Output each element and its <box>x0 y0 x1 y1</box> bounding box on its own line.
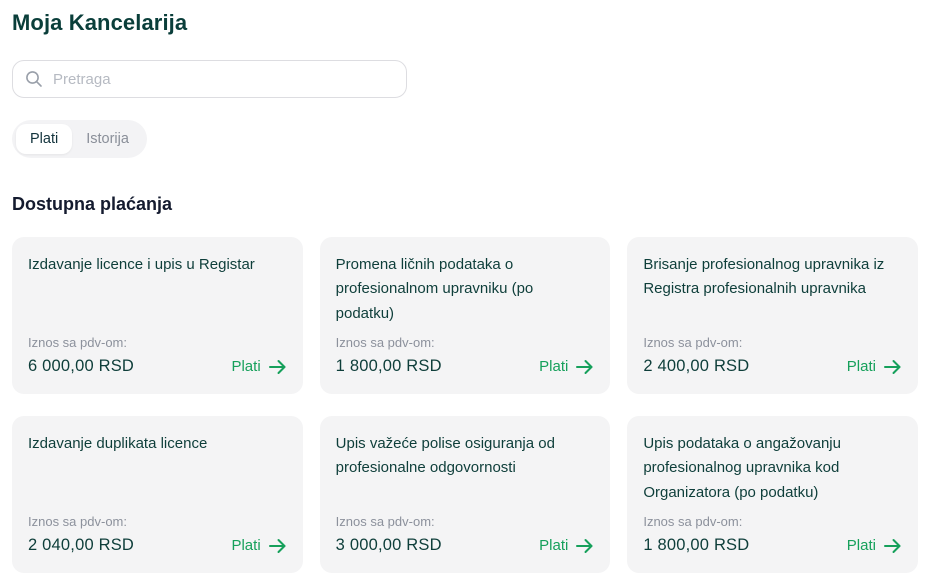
pay-button-label: Plati <box>846 537 876 554</box>
payment-card-footer <box>28 335 287 376</box>
amount-label: Iznos sa pdv-om: <box>643 514 743 529</box>
pay-button[interactable] <box>231 537 286 554</box>
payment-card-title: Upis podataka o angažovanju profesionalnog upravnika kod Organizatora (po podatku) <box>643 435 841 501</box>
section-heading-available-payments: Dostupna plaćanja <box>12 194 173 214</box>
payment-card-footer <box>643 514 902 555</box>
pay-button-label: Plati <box>846 358 876 375</box>
arrow-right-icon <box>269 538 287 554</box>
amount-row <box>28 536 287 555</box>
amount-value: 1 800,00 RSD <box>335 357 442 375</box>
amount-value: 2 040,00 RSD <box>28 536 135 554</box>
arrow-right-icon <box>576 359 594 375</box>
arrow-right-icon <box>269 359 287 375</box>
arrow-right-icon <box>884 359 902 375</box>
payment-card <box>12 237 303 394</box>
amount-value: 3 000,00 RSD <box>335 536 442 554</box>
amount-label: Iznos sa pdv-om: <box>335 335 435 350</box>
payment-card <box>12 416 303 573</box>
tab-switcher <box>12 120 147 158</box>
pay-button[interactable] <box>231 358 286 375</box>
amount-label: Iznos sa pdv-om: <box>28 514 127 529</box>
pay-button-label: Plati <box>539 537 569 554</box>
amount-row <box>336 536 595 555</box>
pay-button[interactable] <box>539 358 594 375</box>
payment-card-footer <box>336 335 595 376</box>
amount-label: Iznos sa pdv-om: <box>335 514 435 529</box>
pay-button[interactable] <box>847 358 902 375</box>
payments-grid <box>12 237 918 573</box>
payment-card <box>627 237 918 394</box>
amount-label: Iznos sa pdv-om: <box>28 335 127 350</box>
page-title: Moja Kancelarija <box>12 10 188 35</box>
amount-row <box>643 357 902 376</box>
pay-button-label: Plati <box>231 358 261 375</box>
pay-button[interactable] <box>847 537 902 554</box>
payment-card-footer <box>336 514 595 555</box>
search-input[interactable] <box>12 60 407 98</box>
payment-card-title: Izdavanje duplikata licence <box>28 435 208 452</box>
amount-row <box>643 536 902 555</box>
payment-card-footer <box>28 514 287 555</box>
tab-istorija[interactable]: Istorija <box>72 124 143 154</box>
payment-card-title: Promena ličnih podataka o profesionalnom upravniku (po podatku) <box>335 256 534 322</box>
amount-value: 2 400,00 RSD <box>643 357 750 375</box>
payment-card <box>320 416 611 573</box>
pay-button-label: Plati <box>231 537 261 554</box>
payment-card-footer <box>643 335 902 376</box>
tab-plati[interactable]: Plati <box>16 124 72 154</box>
amount-value: 6 000,00 RSD <box>28 357 135 375</box>
pay-button-label: Plati <box>539 358 569 375</box>
payment-card <box>627 416 918 573</box>
arrow-right-icon <box>884 538 902 554</box>
amount-value: 1 800,00 RSD <box>643 536 750 554</box>
payment-card <box>320 237 611 394</box>
payment-card-title: Izdavanje licence i upis u Registar <box>28 256 255 273</box>
amount-label: Iznos sa pdv-om: <box>643 335 743 350</box>
amount-row <box>28 357 287 376</box>
amount-row <box>336 357 595 376</box>
pay-button[interactable] <box>539 537 594 554</box>
payment-card-title: Brisanje profesionalnog upravnika iz Registra profesionalnih upravnika <box>643 256 885 298</box>
arrow-right-icon <box>576 538 594 554</box>
payment-card-title: Upis važeće polise osiguranja od profesionalne odgovornosti <box>335 435 555 477</box>
search-box <box>12 60 407 98</box>
